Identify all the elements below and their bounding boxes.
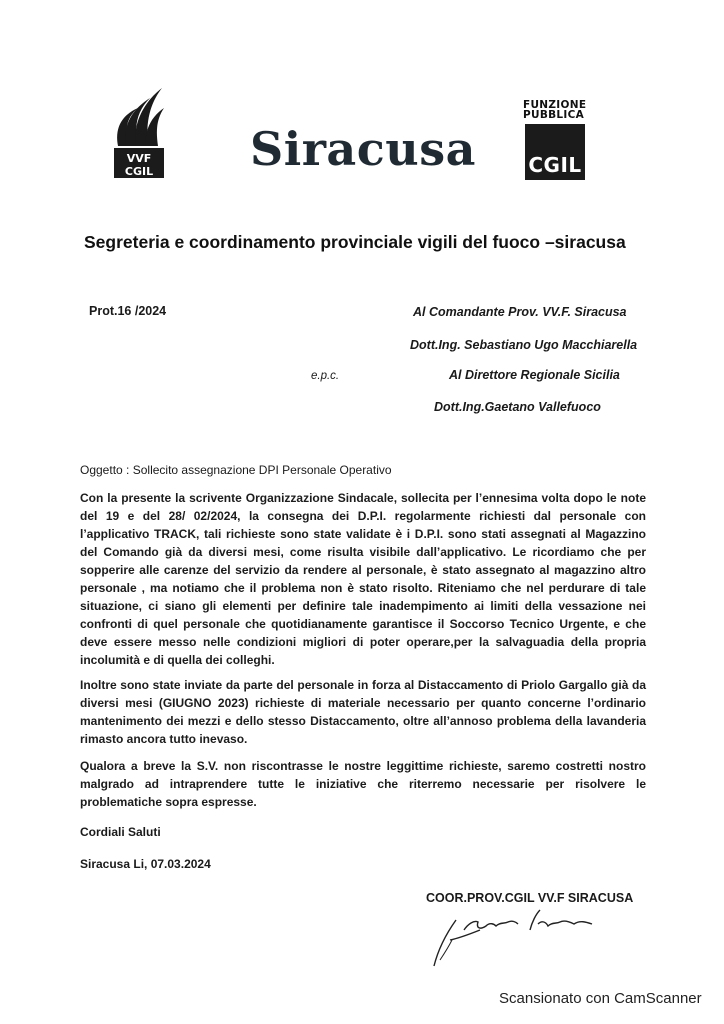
letterhead-subtitle: Segreteria e coordinamento provinciale vigili del fuoco –siracusa xyxy=(84,232,626,252)
signatory-name: COOR.PROV.CGIL VV.F SIRACUSA xyxy=(426,891,634,905)
handwritten-signature xyxy=(420,900,620,970)
subject-label: Oggetto : xyxy=(80,463,130,477)
logo-brand: CGIL xyxy=(528,153,582,177)
closing-greeting: Cordiali Saluti xyxy=(80,825,161,839)
document-title-city: Siracusa xyxy=(250,122,476,176)
vvf-cgil-logo xyxy=(108,86,168,180)
recipient-line: Al Comandante Prov. VV.F. Siracusa xyxy=(413,305,627,319)
recipient-line: Dott.Ing. Sebastiano Ugo Macchiarella xyxy=(410,338,638,352)
funzione-pubblica-cgil-logo xyxy=(523,100,589,184)
body-paragraph: Con la presente la scrivente Organizzazione Sindacale, sollecita per l’ennesima volta dopo le note del 19 e del 28/ 02/2024, la consegna dei D.P.I. regolarmente richiesti dal personale con l’applicativo TRACK, tali richieste sono state validate è i D.P.I. sono stati assegnati al Magazzino del Comando già da diversi mesi, come risulta visibile dall’applicativo. Le ricordiamo che per sopperire alle carenze del servizio da rendere al personale, è stato assegnato al magazzino altro personale , ma notiamo che il problema non è stato risolto. Riteniamo che nel perdurare di tale situazione, ci siano gli elementi per definire tale inadempimento ai limiti della vessazione nei confronti di quel personale che quotidianamente garantisce il Soccorso Tecnico Urgente, e che deve essere messo nelle condizioni migliori di poter operare,per la salvaguadia della propria incolumità e di quella dei colleghi. xyxy=(80,491,646,667)
protocol-number: Prot.16 /2024 xyxy=(89,304,167,318)
logo-line-1: FUNZIONE xyxy=(523,99,587,111)
body-paragraph: Inoltre sono state inviate da parte del personale in forza al Distaccamento di Priolo Gargallo già da diversi mesi (GIUGNO 2023) richieste di materiale necessario per quanto concerne l’ordinario mantenimento dei mezzi e dello stesso Distaccamento, oltre all’annoso problema della lavanderia rimasto ancora tutto inevaso. xyxy=(80,678,646,746)
svg-text:CGIL: CGIL xyxy=(124,165,154,178)
recipient-line: Al Direttore Regionale Sicilia xyxy=(449,368,620,382)
recipient-line: Dott.Ing.Gaetano Vallefuoco xyxy=(434,400,601,414)
subject-text: Sollecito assegnazione DPI Personale Operativo xyxy=(132,463,392,477)
date-line: Siracusa Li, 07.03.2024 xyxy=(80,857,211,871)
epc-label: e.p.c. xyxy=(311,370,340,382)
subject-line xyxy=(80,463,392,477)
logo-line-2: PUBBLICA xyxy=(523,109,585,121)
svg-text:VVF: VVF xyxy=(126,152,152,165)
body-paragraph: Qualora a breve la S.V. non riscontrasse le nostre leggittime richieste, saremo costretti nostro malgrado ad intraprendere tutte le iniziative che riterremo necessarie per risolvere le problematiche sopra espresse. xyxy=(80,759,646,809)
cgil-box xyxy=(525,124,585,180)
scanner-watermark: Scansionato con CamScanner xyxy=(499,990,702,1007)
